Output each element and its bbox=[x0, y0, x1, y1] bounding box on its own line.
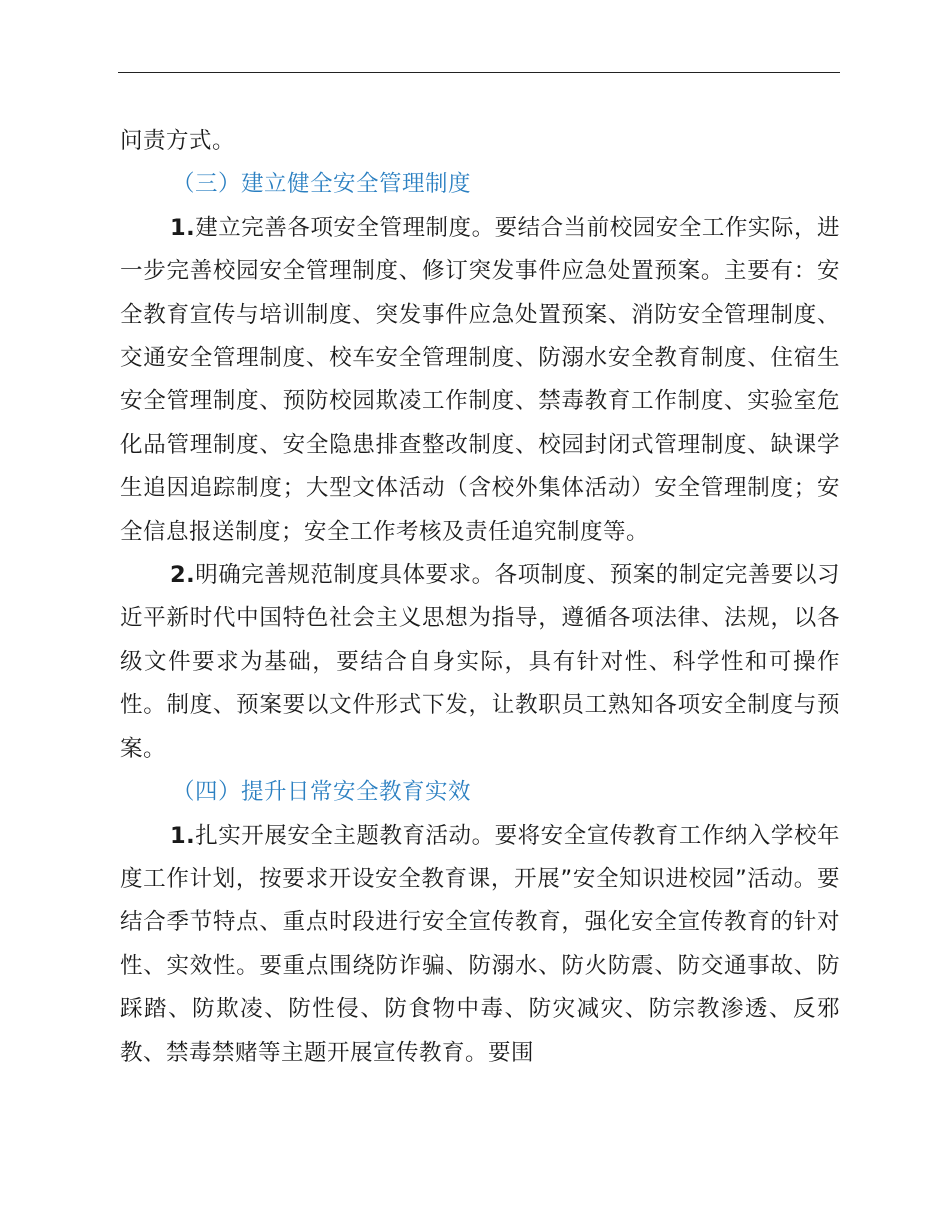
section-heading-3 bbox=[120, 163, 840, 206]
paragraph-item-1b bbox=[120, 815, 840, 1075]
paragraph-continuation bbox=[120, 120, 840, 163]
header-rule bbox=[118, 72, 840, 73]
paragraph-text: 建立完善各项安全管理制度。要结合当前校园安全工作实际，进一步完善校园安全管理制度、修订突发事件应急处置预案。主要有：安全教育宣传与培训制度、突发事件应急处置预案、消防安全管理制度、交通安全管理制度、校车安全管理制度、防溺水安全教育制度、住宿生安全管理制度、预防校园欺凌工作制度、禁毒教育工作制度、实验室危化品管理制度、安全隐患排查整改制度、校园封闭式管理制度、缺课学生追因追踪制度；大型文体活动（含校外集体活动）安全管理制度；安全信息报送制度；安全工作考核及责任追究制度等。 bbox=[120, 214, 840, 545]
heading-text: （三）建立健全安全管理制度 bbox=[172, 171, 472, 198]
heading-text: （四）提升日常安全教育实效 bbox=[172, 779, 472, 806]
document-body bbox=[120, 120, 840, 1075]
paragraph-item-1 bbox=[120, 207, 840, 554]
paragraph-item-2 bbox=[120, 554, 840, 771]
section-heading-4 bbox=[120, 771, 840, 814]
paragraph-text: 问责方式。 bbox=[120, 128, 236, 154]
paragraph-text: 扎实开展安全主题教育活动。要将安全宣传教育工作纳入学校年度工作计划，按要求开设安全教育课，开展”安全知识进校园”活动。要结合季节特点、重点时段进行安全宣传教育，强化安全宣传教育的针对性、实效性。要重点围绕防诈骗、防溺水、防火防震、防交通事故、防踩踏、防欺凌、防性侵、防食物中毒、防灾减灾、防宗教渗透、反邪教、禁毒禁赌等主题开展宣传教育。要围 bbox=[120, 822, 840, 1066]
item-number: 1. bbox=[170, 214, 196, 241]
paragraph-text: 明确完善规范制度具体要求。各项制度、预案的制定完善要以习近平新时代中国特色社会主义思想为指导，遵循各项法律、法规，以各级文件要求为基础，要结合自身实际，具有针对性、科学性和可操作性。制度、预案要以文件形式下发，让教职员工熟知各项安全制度与预案。 bbox=[120, 562, 840, 762]
item-number: 2. bbox=[170, 562, 196, 589]
item-number: 1. bbox=[170, 822, 196, 849]
